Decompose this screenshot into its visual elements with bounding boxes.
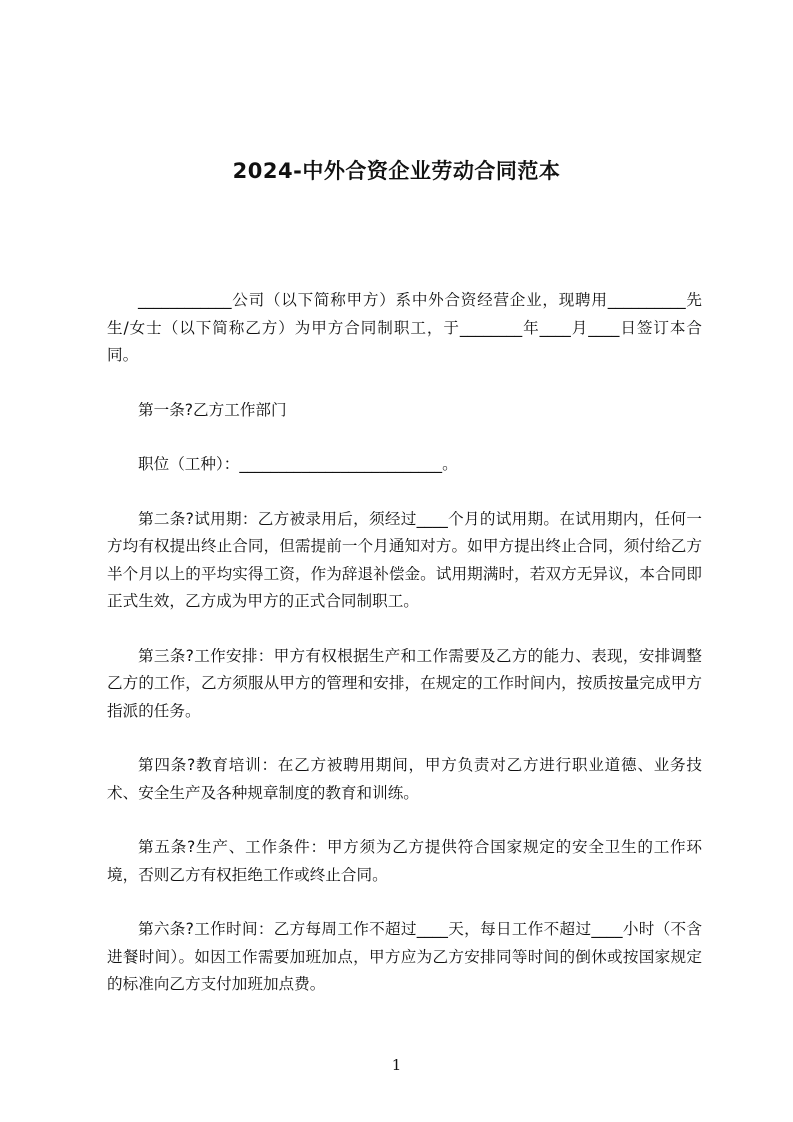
document-title: 2024-中外合资企业劳动合同范本 xyxy=(232,159,561,184)
article-6-working-hours: 第六条?工作时间：乙方每周工作不超过____天，每日工作不超过____小时（不含进餐时间）。如因工作需要加班加点，甲方应为乙方安排同等时间的倒休或按国家规定的标准向乙方支付加班加点费。 xyxy=(107,920,702,993)
page-number: 1 xyxy=(391,1056,402,1074)
article-5-working-conditions: 第五条?生产、工作条件：甲方须为乙方提供符合国家规定的安全卫生的工作环境，否则乙方有权拒绝工作或终止合同。 xyxy=(107,838,702,884)
document-body xyxy=(107,287,702,1026)
article-2-probation: 第二条?试用期：乙方被录用后，须经过____个月的试用期。在试用期内，任何一方均有权提出终止合同，但需提前一个月通知对方。如甲方提出终止合同，须付给乙方半个月以上的平均实得工资，作为辞退补偿金。试用期满时，若双方无异议，本合同即正式生效，乙方成为甲方的正式合同制职工。 xyxy=(107,509,702,610)
article-3-work-arrangement: 第三条?工作安排：甲方有权根据生产和工作需要及乙方的能力、表现，安排调整乙方的工作，乙方须服从甲方的管理和安排，在规定的工作时间内，按质按量完成甲方指派的任务。 xyxy=(107,646,702,720)
position-line: 职位（工种）：__________________________。 xyxy=(138,455,458,473)
article-4-training: 第四条?教育培训：在乙方被聘用期间，甲方负责对乙方进行职业道德、业务技术、安全生产及各种规章制度的教育和训练。 xyxy=(107,756,702,802)
intro-paragraph: ____________公司（以下简称甲方）系中外合资经营企业，现聘用__________先生/女士（以下简称乙方）为甲方合同制职工，于________年____月____日签订本合同。 xyxy=(107,291,702,364)
article-1-heading: 第一条?乙方工作部门 xyxy=(138,400,287,419)
